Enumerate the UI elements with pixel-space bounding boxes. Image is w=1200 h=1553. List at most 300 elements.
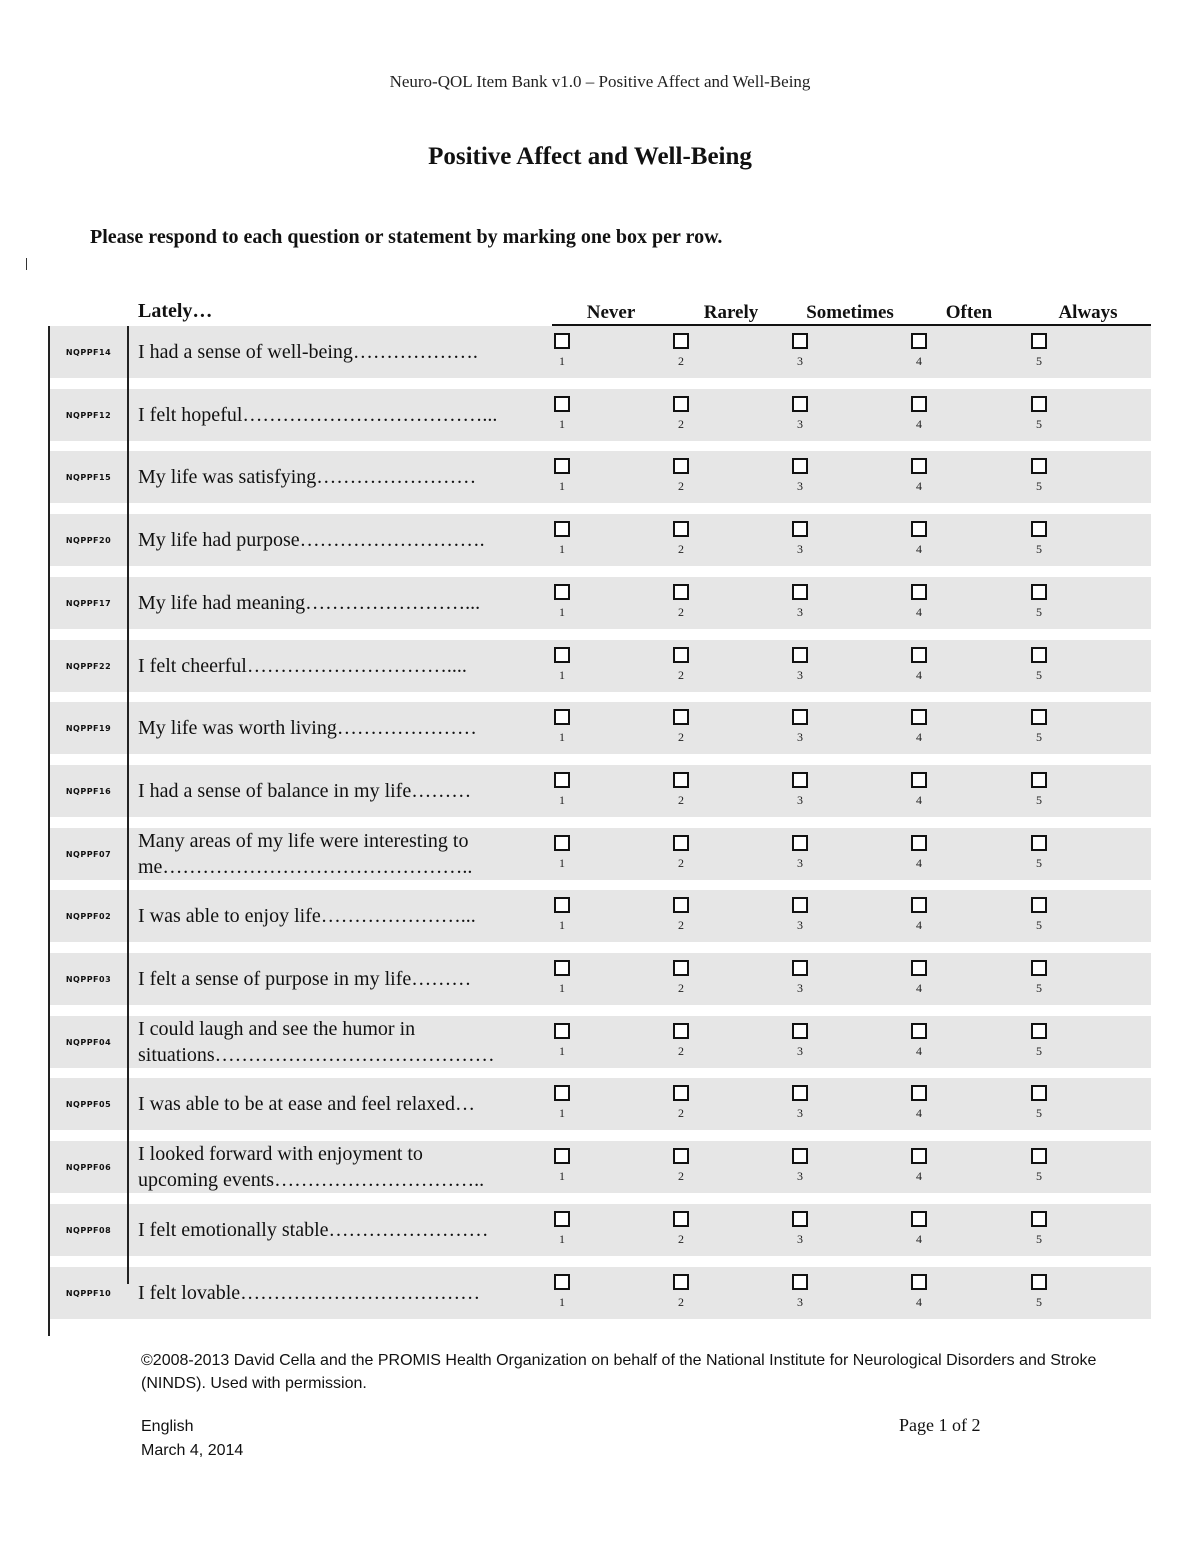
option-value: 4 bbox=[916, 417, 922, 431]
option-value: 2 bbox=[678, 981, 684, 995]
option-value: 3 bbox=[797, 479, 803, 493]
column-rarely: Rarely bbox=[703, 302, 759, 323]
response-option-often[interactable] bbox=[899, 709, 939, 743]
checkbox[interactable] bbox=[1031, 396, 1047, 412]
checkbox[interactable] bbox=[554, 521, 570, 537]
table-row bbox=[50, 640, 1151, 692]
response-option-never[interactable] bbox=[542, 897, 582, 931]
item-text bbox=[138, 765, 546, 817]
table-row bbox=[50, 389, 1151, 441]
item-text-line: My life had purpose………………………. bbox=[138, 529, 485, 551]
item-text bbox=[138, 326, 546, 378]
response-option-rarely[interactable] bbox=[661, 960, 701, 994]
option-value: 1 bbox=[559, 417, 565, 431]
response-option-rarely[interactable] bbox=[661, 1274, 701, 1308]
response-option-never[interactable] bbox=[542, 333, 582, 367]
item-code: NQPPF10 bbox=[65, 1288, 112, 1298]
checkbox[interactable] bbox=[792, 1148, 808, 1164]
option-value: 4 bbox=[916, 1232, 922, 1246]
checkbox[interactable] bbox=[673, 458, 689, 474]
response-option-rarely[interactable] bbox=[661, 1211, 701, 1245]
footer-language-date bbox=[141, 1415, 243, 1463]
language-label: English bbox=[141, 1418, 194, 1435]
response-option-never[interactable] bbox=[542, 835, 582, 869]
option-value: 2 bbox=[678, 1232, 684, 1246]
checkbox[interactable] bbox=[911, 960, 927, 976]
item-code: NQPPF17 bbox=[65, 598, 112, 608]
response-option-sometimes[interactable] bbox=[780, 584, 820, 618]
checkbox[interactable] bbox=[554, 584, 570, 600]
option-value: 5 bbox=[1036, 730, 1042, 744]
item-text bbox=[138, 1016, 546, 1068]
response-option-never[interactable] bbox=[542, 1148, 582, 1182]
response-option-never[interactable] bbox=[542, 396, 582, 430]
checkbox[interactable] bbox=[673, 584, 689, 600]
response-option-always[interactable] bbox=[1019, 521, 1059, 555]
response-option-often[interactable] bbox=[899, 458, 939, 492]
response-option-never[interactable] bbox=[542, 709, 582, 743]
response-option-sometimes[interactable] bbox=[780, 396, 820, 430]
option-value: 4 bbox=[916, 1295, 922, 1309]
option-value: 1 bbox=[559, 479, 565, 493]
checkbox[interactable] bbox=[1031, 835, 1047, 851]
response-option-rarely[interactable] bbox=[661, 772, 701, 806]
response-option-always[interactable] bbox=[1019, 647, 1059, 681]
item-text-line: My life was worth living………………… bbox=[138, 717, 477, 739]
option-value: 1 bbox=[559, 542, 565, 556]
response-option-sometimes[interactable] bbox=[780, 1274, 820, 1308]
response-option-never[interactable] bbox=[542, 584, 582, 618]
checkbox[interactable] bbox=[1031, 1274, 1047, 1290]
option-value: 4 bbox=[916, 856, 922, 870]
item-code: NQPPF16 bbox=[65, 786, 112, 796]
checkbox[interactable] bbox=[1031, 1148, 1047, 1164]
response-option-often[interactable] bbox=[899, 1023, 939, 1057]
checkbox[interactable] bbox=[792, 709, 808, 725]
checkbox[interactable] bbox=[673, 897, 689, 913]
item-code: NQPPF14 bbox=[65, 347, 112, 357]
checkbox[interactable] bbox=[792, 1211, 808, 1227]
checkbox[interactable] bbox=[792, 1274, 808, 1290]
item-text-line: I had a sense of balance in my life……… bbox=[138, 780, 472, 802]
option-value: 4 bbox=[916, 605, 922, 619]
option-value: 3 bbox=[797, 1044, 803, 1058]
option-value: 1 bbox=[559, 354, 565, 368]
option-value: 1 bbox=[559, 793, 565, 807]
response-option-often[interactable] bbox=[899, 584, 939, 618]
option-value: 4 bbox=[916, 981, 922, 995]
response-option-sometimes[interactable] bbox=[780, 647, 820, 681]
option-value: 1 bbox=[559, 730, 565, 744]
item-text bbox=[138, 1141, 546, 1193]
option-value: 3 bbox=[797, 354, 803, 368]
option-value: 4 bbox=[916, 1044, 922, 1058]
option-value: 2 bbox=[678, 417, 684, 431]
option-value: 5 bbox=[1036, 417, 1042, 431]
table-row bbox=[50, 1141, 1151, 1193]
item-text-line: I felt lovable……………………………… bbox=[138, 1282, 481, 1304]
response-option-sometimes[interactable] bbox=[780, 1211, 820, 1245]
checkbox[interactable] bbox=[1031, 709, 1047, 725]
checkbox[interactable] bbox=[792, 584, 808, 600]
response-option-always[interactable] bbox=[1019, 1023, 1059, 1057]
checkbox[interactable] bbox=[911, 1211, 927, 1227]
option-value: 1 bbox=[559, 856, 565, 870]
option-value: 5 bbox=[1036, 668, 1042, 682]
response-option-rarely[interactable] bbox=[661, 396, 701, 430]
response-option-often[interactable] bbox=[899, 396, 939, 430]
option-value: 2 bbox=[678, 856, 684, 870]
item-code: NQPPF05 bbox=[65, 1099, 112, 1109]
item-text bbox=[138, 702, 546, 754]
response-option-often[interactable] bbox=[899, 647, 939, 681]
response-option-always[interactable] bbox=[1019, 1211, 1059, 1245]
item-text-line: My life had meaning……………………... bbox=[138, 592, 481, 614]
option-value: 4 bbox=[916, 542, 922, 556]
table-row bbox=[50, 828, 1151, 880]
response-option-always[interactable] bbox=[1019, 396, 1059, 430]
response-option-never[interactable] bbox=[542, 1085, 582, 1119]
option-value: 2 bbox=[678, 668, 684, 682]
response-option-rarely[interactable] bbox=[661, 458, 701, 492]
response-option-sometimes[interactable] bbox=[780, 1148, 820, 1182]
item-text-line: I felt cheerful………………………….... bbox=[138, 655, 467, 677]
table-row bbox=[50, 577, 1151, 629]
response-option-always[interactable] bbox=[1019, 772, 1059, 806]
checkbox[interactable] bbox=[792, 458, 808, 474]
checkbox[interactable] bbox=[554, 1085, 570, 1101]
response-option-sometimes[interactable] bbox=[780, 521, 820, 555]
response-option-rarely[interactable] bbox=[661, 1023, 701, 1057]
checkbox[interactable] bbox=[792, 521, 808, 537]
response-option-often[interactable] bbox=[899, 521, 939, 555]
response-option-rarely[interactable] bbox=[661, 835, 701, 869]
response-option-always[interactable] bbox=[1019, 1148, 1059, 1182]
item-code: NQPPF12 bbox=[65, 410, 112, 420]
response-option-sometimes[interactable] bbox=[780, 458, 820, 492]
option-value: 2 bbox=[678, 1169, 684, 1183]
item-code: NQPPF19 bbox=[65, 723, 112, 733]
response-option-never[interactable] bbox=[542, 960, 582, 994]
page-title: Positive Affect and Well-Being bbox=[428, 143, 752, 170]
checkbox[interactable] bbox=[911, 458, 927, 474]
checkbox[interactable] bbox=[554, 772, 570, 788]
checkbox[interactable] bbox=[911, 1274, 927, 1290]
response-option-often[interactable] bbox=[899, 772, 939, 806]
table-header bbox=[0, 300, 1200, 328]
response-option-rarely[interactable] bbox=[661, 1148, 701, 1182]
item-text-line: I was able to enjoy life…………………... bbox=[138, 905, 476, 927]
table-row bbox=[50, 1267, 1151, 1319]
option-value: 2 bbox=[678, 793, 684, 807]
checkbox[interactable] bbox=[911, 1148, 927, 1164]
option-value: 1 bbox=[559, 918, 565, 932]
checkbox[interactable] bbox=[554, 960, 570, 976]
item-text-line: I could laugh and see the humor in bbox=[138, 1018, 416, 1040]
checkbox[interactable] bbox=[792, 396, 808, 412]
checkbox[interactable] bbox=[673, 1148, 689, 1164]
checkbox[interactable] bbox=[1031, 1211, 1047, 1227]
item-text bbox=[138, 1204, 546, 1256]
response-option-often[interactable] bbox=[899, 835, 939, 869]
copyright-notice: ©2008-2013 David Cella and the PROMIS Health Organization on behalf of the National Institute for Neurological Disorders and Stroke (NINDS). Used with permission. bbox=[141, 1352, 1097, 1392]
option-value: 3 bbox=[797, 856, 803, 870]
table-row bbox=[50, 953, 1151, 1005]
option-value: 3 bbox=[797, 605, 803, 619]
response-option-always[interactable] bbox=[1019, 835, 1059, 869]
item-code: NQPPF06 bbox=[65, 1162, 112, 1172]
item-text bbox=[138, 451, 546, 503]
option-value: 1 bbox=[559, 1169, 565, 1183]
page-number: Page 1 of 2 bbox=[899, 1415, 981, 1435]
option-value: 4 bbox=[916, 1106, 922, 1120]
item-text bbox=[138, 577, 546, 629]
option-value: 3 bbox=[797, 981, 803, 995]
response-option-always[interactable] bbox=[1019, 458, 1059, 492]
option-value: 3 bbox=[797, 1169, 803, 1183]
item-code: NQPPF04 bbox=[65, 1037, 112, 1047]
checkbox[interactable] bbox=[673, 835, 689, 851]
checkbox[interactable] bbox=[792, 647, 808, 663]
response-option-always[interactable] bbox=[1019, 897, 1059, 931]
item-code: NQPPF15 bbox=[65, 472, 112, 482]
response-option-always[interactable] bbox=[1019, 709, 1059, 743]
column-always: Always bbox=[1058, 302, 1118, 323]
option-value: 5 bbox=[1036, 856, 1042, 870]
response-option-rarely[interactable] bbox=[661, 521, 701, 555]
item-text-line: I felt a sense of purpose in my life……… bbox=[138, 968, 472, 990]
response-option-rarely[interactable] bbox=[661, 333, 701, 367]
response-option-never[interactable] bbox=[542, 1211, 582, 1245]
checkbox[interactable] bbox=[911, 584, 927, 600]
checkbox[interactable] bbox=[673, 709, 689, 725]
item-text-line: situations…………………………………… bbox=[138, 1044, 495, 1066]
option-value: 3 bbox=[797, 918, 803, 932]
column-sometimes: Sometimes bbox=[806, 302, 894, 323]
checkbox[interactable] bbox=[554, 897, 570, 913]
checkbox[interactable] bbox=[554, 835, 570, 851]
checkbox[interactable] bbox=[792, 1085, 808, 1101]
option-value: 5 bbox=[1036, 981, 1042, 995]
item-code: NQPPF03 bbox=[65, 974, 112, 984]
item-text bbox=[138, 514, 546, 566]
response-option-sometimes[interactable] bbox=[780, 835, 820, 869]
option-value: 4 bbox=[916, 668, 922, 682]
option-value: 5 bbox=[1036, 918, 1042, 932]
checkbox[interactable] bbox=[673, 772, 689, 788]
table-row bbox=[50, 514, 1151, 566]
option-value: 3 bbox=[797, 542, 803, 556]
response-option-often[interactable] bbox=[899, 1274, 939, 1308]
option-value: 5 bbox=[1036, 479, 1042, 493]
checkbox[interactable] bbox=[911, 1023, 927, 1039]
option-value: 1 bbox=[559, 981, 565, 995]
stem-label: Lately… bbox=[138, 300, 213, 322]
response-option-never[interactable] bbox=[542, 1274, 582, 1308]
checkbox[interactable] bbox=[673, 1211, 689, 1227]
response-option-never[interactable] bbox=[542, 521, 582, 555]
response-option-sometimes[interactable] bbox=[780, 709, 820, 743]
checkbox[interactable] bbox=[1031, 458, 1047, 474]
option-value: 2 bbox=[678, 730, 684, 744]
checkbox[interactable] bbox=[1031, 772, 1047, 788]
checkbox[interactable] bbox=[911, 647, 927, 663]
response-option-rarely[interactable] bbox=[661, 584, 701, 618]
checkbox[interactable] bbox=[673, 647, 689, 663]
option-value: 1 bbox=[559, 1106, 565, 1120]
checkbox[interactable] bbox=[1031, 897, 1047, 913]
response-option-sometimes[interactable] bbox=[780, 960, 820, 994]
checkbox[interactable] bbox=[911, 521, 927, 537]
checkbox[interactable] bbox=[673, 960, 689, 976]
option-value: 3 bbox=[797, 1232, 803, 1246]
option-value: 3 bbox=[797, 793, 803, 807]
checkbox[interactable] bbox=[792, 835, 808, 851]
option-value: 1 bbox=[559, 1232, 565, 1246]
response-option-often[interactable] bbox=[899, 1211, 939, 1245]
checkbox[interactable] bbox=[911, 835, 927, 851]
checkbox[interactable] bbox=[554, 333, 570, 349]
checkbox[interactable] bbox=[554, 458, 570, 474]
option-value: 2 bbox=[678, 918, 684, 932]
option-value: 2 bbox=[678, 354, 684, 368]
checkbox[interactable] bbox=[1031, 1085, 1047, 1101]
response-option-sometimes[interactable] bbox=[780, 333, 820, 367]
item-code: NQPPF22 bbox=[65, 661, 112, 671]
checkbox[interactable] bbox=[911, 897, 927, 913]
checkbox[interactable] bbox=[673, 521, 689, 537]
checkbox[interactable] bbox=[554, 1274, 570, 1290]
item-text-line: My life was satisfying…………………… bbox=[138, 466, 477, 488]
table-row bbox=[50, 1016, 1151, 1068]
checkbox[interactable] bbox=[911, 772, 927, 788]
item-code: NQPPF02 bbox=[65, 911, 112, 921]
option-value: 5 bbox=[1036, 1169, 1042, 1183]
checkbox[interactable] bbox=[1031, 521, 1047, 537]
item-text bbox=[138, 389, 546, 441]
checkbox[interactable] bbox=[673, 1274, 689, 1290]
option-value: 3 bbox=[797, 1295, 803, 1309]
option-value: 4 bbox=[916, 479, 922, 493]
option-value: 5 bbox=[1036, 1044, 1042, 1058]
response-option-often[interactable] bbox=[899, 333, 939, 367]
option-value: 3 bbox=[797, 1106, 803, 1120]
item-text-line: I had a sense of well-being………………. bbox=[138, 341, 478, 363]
checkbox[interactable] bbox=[554, 396, 570, 412]
response-option-rarely[interactable] bbox=[661, 709, 701, 743]
option-value: 1 bbox=[559, 668, 565, 682]
option-value: 2 bbox=[678, 605, 684, 619]
response-option-always[interactable] bbox=[1019, 333, 1059, 367]
table-row bbox=[50, 765, 1151, 817]
checkbox[interactable] bbox=[673, 1085, 689, 1101]
option-value: 5 bbox=[1036, 354, 1042, 368]
response-option-always[interactable] bbox=[1019, 1274, 1059, 1308]
checkbox[interactable] bbox=[1031, 584, 1047, 600]
option-value: 5 bbox=[1036, 1106, 1042, 1120]
checkbox[interactable] bbox=[554, 709, 570, 725]
checkbox[interactable] bbox=[911, 396, 927, 412]
table-row bbox=[50, 326, 1151, 378]
checkbox[interactable] bbox=[911, 1085, 927, 1101]
item-text-line: I looked forward with enjoyment to bbox=[138, 1143, 423, 1165]
item-code: NQPPF08 bbox=[65, 1225, 112, 1235]
checkbox[interactable] bbox=[554, 647, 570, 663]
option-value: 4 bbox=[916, 918, 922, 932]
response-option-often[interactable] bbox=[899, 1148, 939, 1182]
response-option-sometimes[interactable] bbox=[780, 1023, 820, 1057]
option-value: 4 bbox=[916, 354, 922, 368]
response-option-sometimes[interactable] bbox=[780, 897, 820, 931]
item-text-line: I was able to be at ease and feel relaxed… bbox=[138, 1093, 476, 1115]
item-text bbox=[138, 953, 546, 1005]
response-option-rarely[interactable] bbox=[661, 1085, 701, 1119]
checkbox[interactable] bbox=[554, 1148, 570, 1164]
table-row bbox=[50, 451, 1151, 503]
column-often: Often bbox=[945, 302, 993, 323]
option-value: 1 bbox=[559, 605, 565, 619]
checkbox[interactable] bbox=[911, 333, 927, 349]
checkbox[interactable] bbox=[673, 1023, 689, 1039]
column-never: Never bbox=[586, 302, 636, 323]
option-value: 5 bbox=[1036, 1295, 1042, 1309]
response-option-sometimes[interactable] bbox=[780, 1085, 820, 1119]
checkbox[interactable] bbox=[554, 1023, 570, 1039]
response-option-always[interactable] bbox=[1019, 960, 1059, 994]
response-option-never[interactable] bbox=[542, 647, 582, 681]
response-option-never[interactable] bbox=[542, 772, 582, 806]
option-value: 3 bbox=[797, 730, 803, 744]
option-value: 5 bbox=[1036, 793, 1042, 807]
option-value: 3 bbox=[797, 417, 803, 431]
response-option-always[interactable] bbox=[1019, 584, 1059, 618]
response-option-often[interactable] bbox=[899, 897, 939, 931]
option-value: 1 bbox=[559, 1295, 565, 1309]
option-value: 5 bbox=[1036, 1232, 1042, 1246]
code-column-divider bbox=[127, 326, 129, 1284]
checkbox[interactable] bbox=[911, 709, 927, 725]
checkbox[interactable] bbox=[673, 396, 689, 412]
table-row bbox=[50, 890, 1151, 942]
response-option-never[interactable] bbox=[542, 1023, 582, 1057]
option-value: 5 bbox=[1036, 605, 1042, 619]
response-option-rarely[interactable] bbox=[661, 647, 701, 681]
checkbox[interactable] bbox=[1031, 1023, 1047, 1039]
checkbox[interactable] bbox=[792, 333, 808, 349]
checkbox[interactable] bbox=[792, 1023, 808, 1039]
response-option-sometimes[interactable] bbox=[780, 772, 820, 806]
checkbox[interactable] bbox=[1031, 960, 1047, 976]
revision-date: March 4, 2014 bbox=[141, 1442, 244, 1459]
checkbox[interactable] bbox=[1031, 333, 1047, 349]
response-option-rarely[interactable] bbox=[661, 897, 701, 931]
item-text-line: Many areas of my life were interesting to bbox=[138, 830, 469, 852]
item-text-line: I felt hopeful………………………………... bbox=[138, 404, 498, 426]
checkbox[interactable] bbox=[1031, 647, 1047, 663]
response-option-often[interactable] bbox=[899, 1085, 939, 1119]
response-option-often[interactable] bbox=[899, 960, 939, 994]
item-code: NQPPF07 bbox=[65, 849, 112, 859]
checkbox[interactable] bbox=[792, 772, 808, 788]
response-option-always[interactable] bbox=[1019, 1085, 1059, 1119]
checkbox[interactable] bbox=[792, 960, 808, 976]
checkbox[interactable] bbox=[792, 897, 808, 913]
response-option-never[interactable] bbox=[542, 458, 582, 492]
item-text bbox=[138, 640, 546, 692]
option-value: 2 bbox=[678, 1295, 684, 1309]
checkbox[interactable] bbox=[554, 1211, 570, 1227]
checkbox[interactable] bbox=[673, 333, 689, 349]
